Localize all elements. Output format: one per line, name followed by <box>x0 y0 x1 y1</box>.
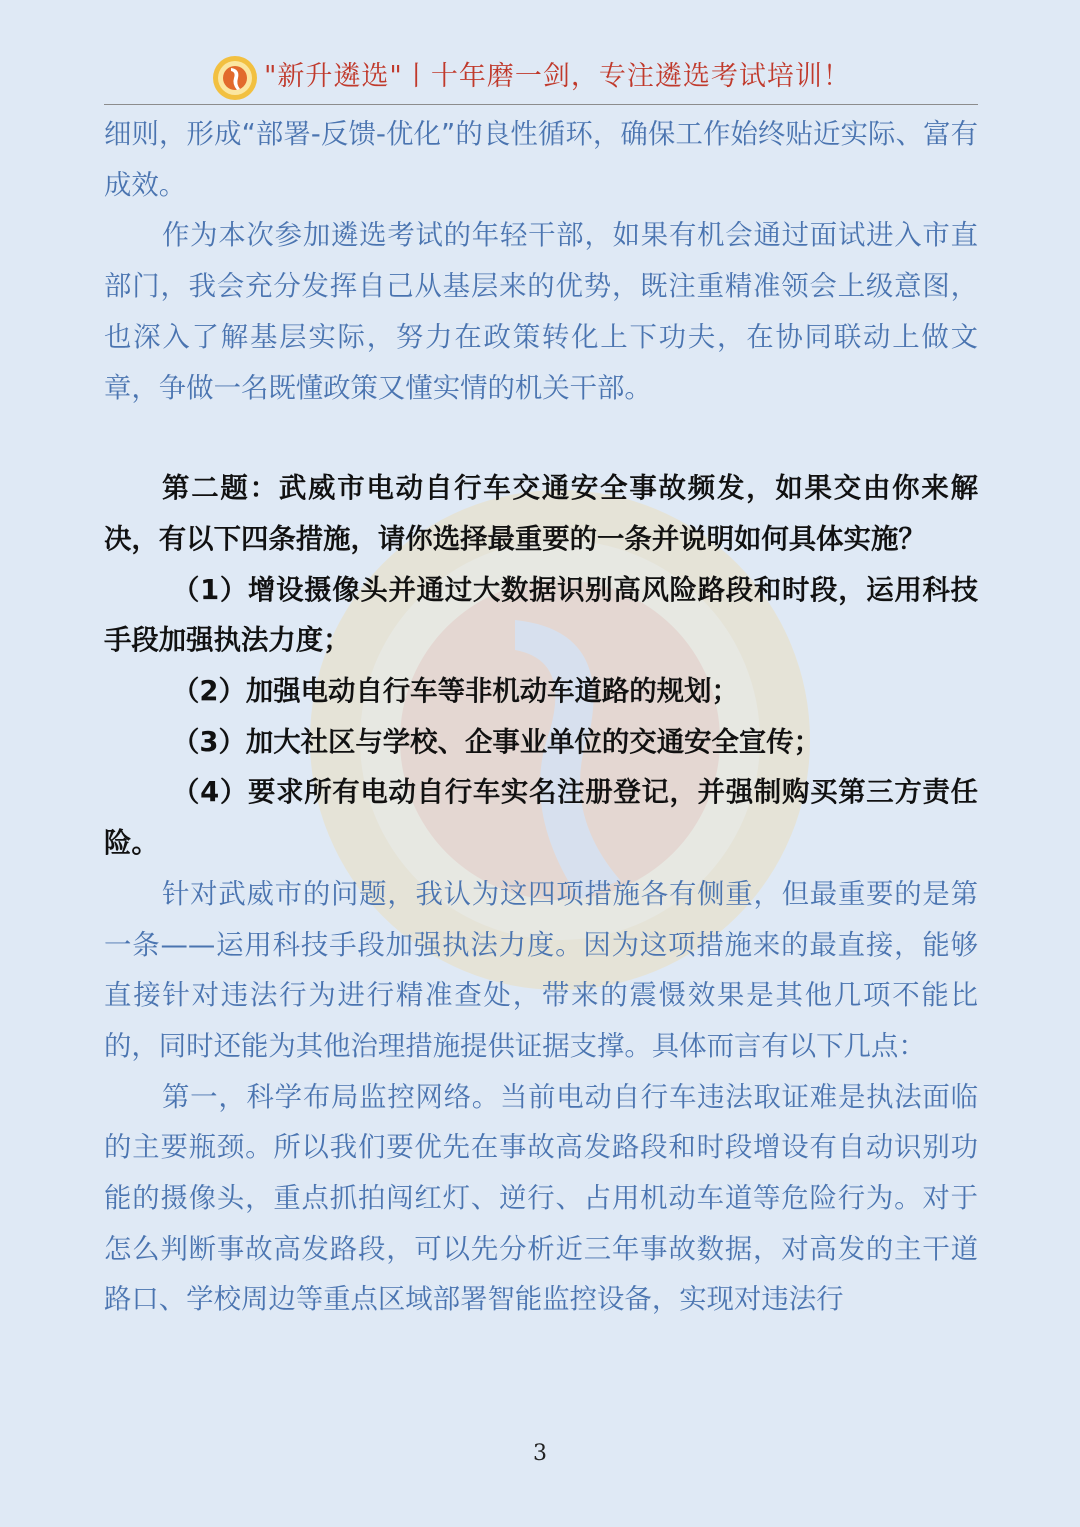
page-number: 3 <box>533 1441 547 1466</box>
paragraph-conclusion: 作为本次参加遴选考试的年轻干部，如果有机会通过面试进入市直部门，我会充分发挥自己从基层来的优势，既注重精准领会上级意图，也深入了解基层实际，努力在政策转化上下功夫，在协同联动上做文章，争做一名既懂政策又懂实情的机关干部。 <box>104 220 978 404</box>
answer-intro: 针对武威市的问题，我认为这四项措施各有侧重，但最重要的是第一条——运用科技手段加强执法力度。因为这项措施来的最直接，能够直接针对违法行为进行精准查处，带来的震慑效果是其他几项不能比的，同时还能为其他治理措施提供证据支撑。具体而言有以下几点： <box>104 878 978 1062</box>
paragraph-continuation: 细则，形成“部署-反馈-优化”的良性循环，确保工作始终贴近实际、富有成效。 <box>104 119 978 201</box>
section-gap <box>104 414 978 464</box>
option-1: （1）增设摄像头并通过大数据识别高风险路段和时段，运用科技手段加强执法力度； <box>104 574 978 657</box>
page-header <box>104 52 978 105</box>
document-body <box>104 110 978 1326</box>
option-3: （3）加大社区与学校、企事业单位的交通安全宣传； <box>172 726 822 758</box>
xinsheng-seal-logo-icon <box>212 55 258 101</box>
option-4: （4）要求所有电动自行车实名注册登记，并强制购买第三方责任险。 <box>104 777 978 860</box>
header-slogan: "新升遴选"丨十年磨一剑，专注遴选考试培训！ <box>264 61 851 92</box>
option-2: （2）加强电动自行车等非机动车道路的规划； <box>172 676 739 708</box>
answer-point-1: 第一，科学布局监控网络。当前电动自行车违法取证难是执法面临的主要瓶颈。所以我们要优先在事故高发路段和时段增设有自动识别功能的摄像头，重点抓拍闯红灯、逆行、占用机动车道等危险行为。对于怎么判断事故高发路段，可以先分析近三年事故数据，对高发的主干道路口、学校周边等重点区域部署智能监控设备，实现对违法行 <box>104 1081 978 1316</box>
question-title: 第二题：武威市电动自行车交通安全事故频发，如果交由你来解决，有以下四条措施，请你选择最重要的一条并说明如何具体实施？ <box>104 473 978 555</box>
